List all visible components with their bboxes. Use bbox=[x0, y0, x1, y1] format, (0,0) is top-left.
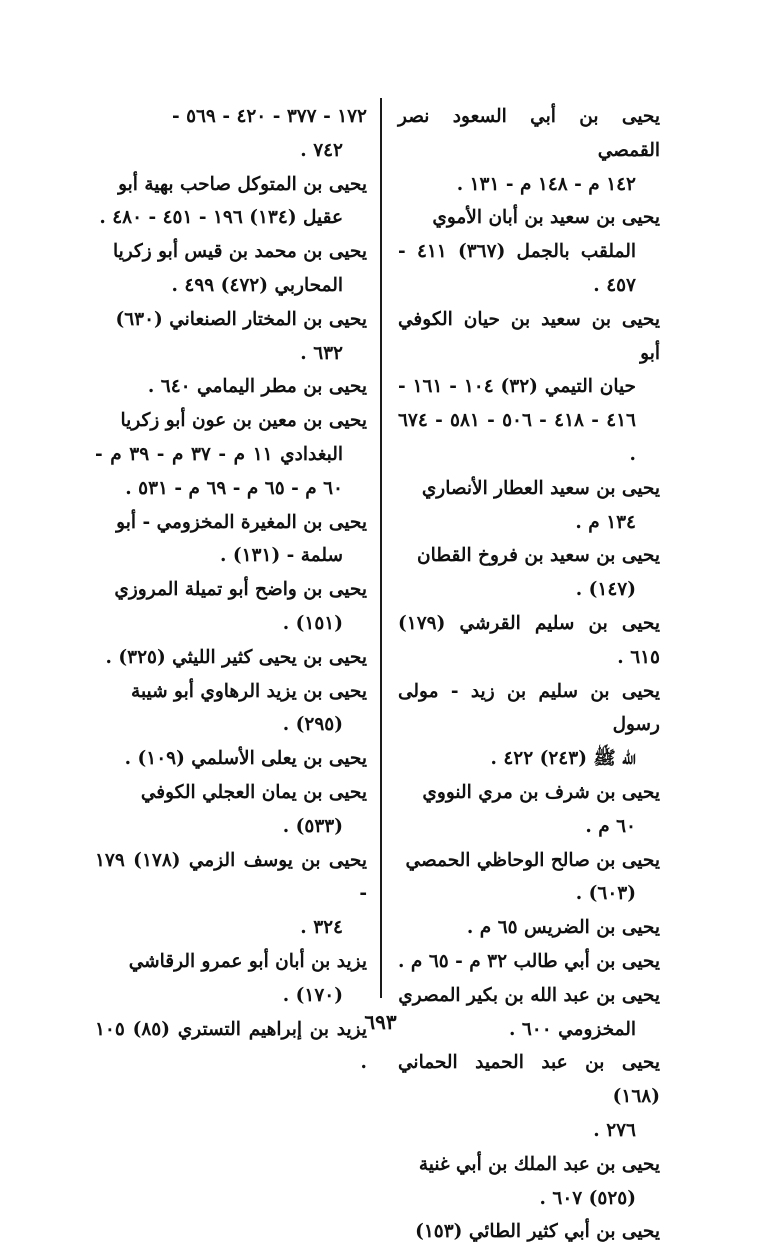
entry-references: ٧٤٢ . bbox=[300, 139, 343, 161]
page-number: ٦٩٣ bbox=[364, 1010, 397, 1034]
index-entry bbox=[398, 472, 660, 540]
entry-heading: يحيى بن معين بن عون أبو زكريا bbox=[120, 410, 367, 432]
index-entry bbox=[95, 573, 367, 641]
entry-heading: يحيى بن يزيد الرهاوي أبو شيبة bbox=[131, 680, 367, 702]
index-entry bbox=[95, 776, 367, 844]
index-entry bbox=[95, 506, 367, 574]
entry-heading: يحيى بن محمد بن قيس أبو زكريا bbox=[112, 241, 367, 263]
entry-references: حيان التيمي (٣٢) ١٠٤ - ١٦١ - ٤١٦ - ٤١٨ - ٥٠٦ - ٥٨١ - ٦٧٤ . bbox=[398, 376, 636, 465]
entry-references: سلمة - (١٣١) . bbox=[219, 545, 343, 567]
index-entry bbox=[398, 539, 660, 607]
index-entry bbox=[398, 911, 660, 945]
left-column bbox=[95, 100, 367, 1080]
entry-references: (٢٩٥) . bbox=[282, 714, 343, 736]
index-entry bbox=[95, 742, 367, 776]
index-entry bbox=[95, 404, 367, 505]
entry-references: (٦٠٣) . bbox=[575, 883, 636, 905]
entry-heading: يزيد بن إبراهيم التستري (٨٥) ١٠٥ . bbox=[95, 1018, 367, 1074]
index-entry bbox=[398, 776, 660, 844]
index-entry bbox=[398, 201, 660, 302]
index-entry bbox=[95, 370, 367, 404]
entry-references: (١٥١) . bbox=[282, 612, 343, 634]
entry-heading: يحيى بن عبد الحميد الحماني (١٦٨) bbox=[398, 1052, 660, 1108]
entry-references: (١٤٧) . bbox=[575, 579, 636, 601]
entry-heading: يحيى بن المتوكل صاحب بهية أبو bbox=[118, 173, 367, 195]
index-entry bbox=[95, 168, 367, 236]
entry-heading: يحيى بن واضح أبو تميلة المروزي bbox=[114, 579, 367, 601]
entry-heading: يحيى بن صالح الوحاظي الحمصي bbox=[405, 849, 660, 871]
entry-references: الملقب بالجمل (٣٦٧) ٤١١ - ٤٥٧ . bbox=[398, 241, 636, 296]
entry-heading: يزيد بن أبان أبو عمرو الرقاشي bbox=[128, 950, 367, 972]
right-column bbox=[398, 100, 660, 1249]
index-entry bbox=[95, 675, 367, 743]
index-entry bbox=[398, 1215, 660, 1249]
entry-heading: يحيى بن شرف بن مري النووي bbox=[422, 781, 660, 803]
entry-heading: يحيى بن يوسف الزمي (١٧٨) ١٧٩ - bbox=[95, 849, 368, 905]
index-entry bbox=[95, 235, 367, 303]
entry-references: ٢٧٦ . bbox=[593, 1119, 636, 1141]
entry-heading: يحيى بن يمان العجلي الكوفي bbox=[140, 781, 367, 803]
index-entry bbox=[398, 1046, 660, 1147]
index-entry bbox=[398, 303, 660, 472]
entry-heading: يحيى بن سليم بن زيد - مولى رسول bbox=[398, 680, 660, 736]
entry-heading: يحيى بن الضريس ٦٥ م . bbox=[466, 917, 660, 939]
index-entry bbox=[398, 1148, 660, 1216]
entry-references: البغدادي ١١ م - ٣٧ م - ٣٩ م - ٦٠ م - ٦٥ م - ٦٩ م - ٥٣١ . bbox=[95, 443, 343, 499]
index-entry bbox=[95, 641, 367, 675]
entry-heading: يحيى بن سعيد بن حيان الكوفي أبو bbox=[398, 308, 660, 364]
index-entry bbox=[95, 303, 367, 371]
entry-references: ٦٣٢ . bbox=[300, 342, 343, 364]
entry-references: (١٧٠) . bbox=[282, 984, 343, 1006]
index-entry bbox=[398, 100, 660, 201]
entry-references: المحاربي (٤٧٢) ٤٩٩ . bbox=[171, 274, 343, 296]
index-entry bbox=[398, 945, 660, 979]
entry-references: (٥٢٥) ٦٠٧ . bbox=[539, 1187, 636, 1209]
entry-references: عقيل (١٣٤) ١٩٦ - ٤٥١ - ٤٨٠ . bbox=[99, 207, 343, 229]
entry-heading: يحيى بن يعلى الأسلمي (١٠٩) . bbox=[124, 748, 367, 770]
entry-heading: يحيى بن سعيد بن أبان الأموي bbox=[432, 207, 660, 229]
entry-references: ١٣٤ م . bbox=[575, 511, 636, 533]
entry-references: المخزومي ٦٠٠ . bbox=[508, 1018, 636, 1040]
entry-heading: يحيى بن أبي كثير الطائي (١٥٣) bbox=[415, 1221, 660, 1243]
index-entry bbox=[95, 100, 367, 168]
entry-heading: ١٧٢ - ٣٧٧ - ٤٢٠ - ٥٦٩ - bbox=[171, 106, 367, 127]
entry-heading: يحيى بن سعيد بن فروخ القطان bbox=[417, 545, 660, 567]
entry-heading: يحيى بن أبي طالب ٣٢ م - ٦٥ م . bbox=[398, 950, 660, 972]
entry-heading: يحيى بن يحيى كثير الليثي (٣٢٥) . bbox=[105, 646, 367, 668]
index-entry bbox=[398, 607, 660, 675]
entry-references: ٦٠ م . bbox=[585, 815, 636, 837]
entry-heading: يحيى بن أبي السعود نصر القمصي bbox=[398, 106, 660, 161]
entry-references: الله ﷺ (٢٤٣) ٤٢٢ . bbox=[490, 748, 636, 770]
entry-references: ٣٢٤ . bbox=[300, 917, 343, 939]
entry-heading: يحيى بن سليم القرشي (١٧٩) ٦١٥ . bbox=[398, 612, 660, 668]
index-entry bbox=[398, 844, 660, 912]
index-entry bbox=[95, 945, 367, 1013]
entry-heading: يحيى بن المختار الصنعاني (٦٣٠) bbox=[115, 308, 367, 330]
entry-heading: يحيى بن عبد الملك بن أبي غنية bbox=[418, 1153, 660, 1175]
index-entry bbox=[398, 675, 660, 776]
entry-heading: يحيى بن المغيرة المخزومي - أبو bbox=[116, 511, 367, 533]
entry-references: ١٤٢ م - ١٤٨ م - ١٣١ . bbox=[456, 173, 636, 195]
entry-heading: يحيى بن سعيد العطار الأنصاري bbox=[421, 477, 660, 499]
entry-heading: يحيى بن عبد الله بن بكير المصري bbox=[398, 984, 660, 1006]
index-entry bbox=[95, 844, 367, 945]
entry-references: (٥٣٣) . bbox=[282, 815, 343, 837]
column-divider bbox=[380, 98, 382, 998]
entry-heading: يحيى بن مطر اليمامي ٦٤٠ . bbox=[147, 376, 367, 398]
